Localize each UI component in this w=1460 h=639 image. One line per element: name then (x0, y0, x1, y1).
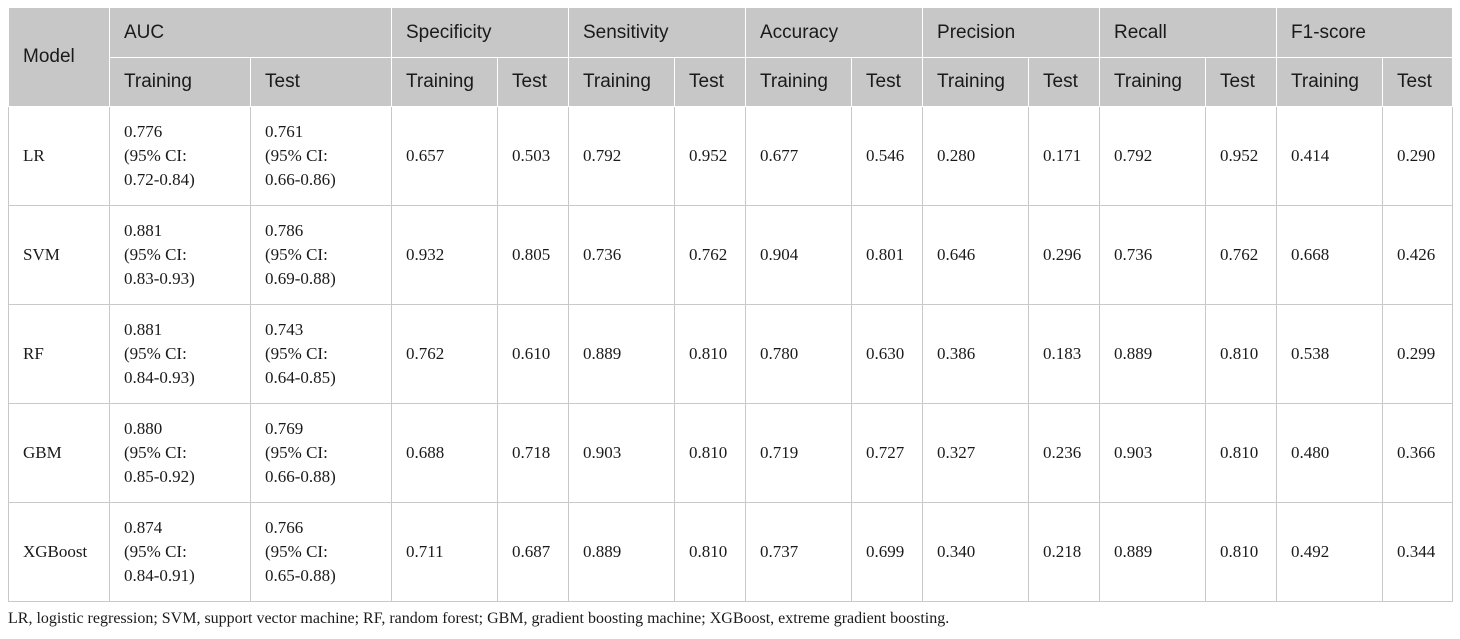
cell-value: 0.646 (923, 206, 1029, 305)
auc-line: 0.84-0.91) (124, 566, 195, 585)
column-header-model: Model (9, 8, 110, 107)
cell-value: 0.810 (675, 305, 746, 404)
subheader-f1-score-training: Training (1277, 58, 1383, 107)
cell-model: LR (9, 107, 110, 206)
cell-value: 0.810 (1206, 305, 1277, 404)
cell-value: 0.386 (923, 305, 1029, 404)
cell-value: 0.340 (923, 503, 1029, 602)
auc-line: 0.64-0.85) (265, 368, 336, 387)
cell-value: 0.503 (498, 107, 569, 206)
cell-value: 0.736 (569, 206, 675, 305)
auc-line: 0.761 (265, 122, 304, 141)
cell-value: 0.677 (746, 107, 852, 206)
cell-auc-test (251, 305, 392, 404)
subheader-recall-training: Training (1100, 58, 1206, 107)
cell-value: 0.719 (746, 404, 852, 503)
cell-value: 0.668 (1277, 206, 1383, 305)
subheader-auc-training: Training (110, 58, 251, 107)
cell-value: 0.762 (1206, 206, 1277, 305)
auc-line: 0.65-0.88) (265, 566, 336, 585)
auc-line: 0.769 (265, 419, 304, 438)
column-header-precision: Precision (923, 8, 1100, 58)
cell-value: 0.630 (852, 305, 923, 404)
column-header-auc: AUC (110, 8, 392, 58)
subheader-auc-test: Test (251, 58, 392, 107)
auc-line: 0.743 (265, 320, 304, 339)
cell-value: 0.688 (392, 404, 498, 503)
auc-line: (95% CI: (124, 542, 187, 561)
cell-value: 0.792 (1100, 107, 1206, 206)
auc-line: 0.72-0.84) (124, 170, 195, 189)
header-row-groups (9, 8, 1453, 58)
auc-line: (95% CI: (265, 344, 328, 363)
auc-line: (95% CI: (124, 146, 187, 165)
auc-line: 0.786 (265, 221, 304, 240)
subheader-sensitivity-training: Training (569, 58, 675, 107)
table-row (9, 305, 1453, 404)
cell-value: 0.290 (1383, 107, 1453, 206)
cell-value: 0.344 (1383, 503, 1453, 602)
subheader-sensitivity-test: Test (675, 58, 746, 107)
column-header-f1-score: F1-score (1277, 8, 1453, 58)
cell-value: 0.183 (1029, 305, 1100, 404)
cell-value: 0.280 (923, 107, 1029, 206)
cell-value: 0.932 (392, 206, 498, 305)
cell-value: 0.810 (675, 503, 746, 602)
auc-line: (95% CI: (124, 344, 187, 363)
column-header-recall: Recall (1100, 8, 1277, 58)
cell-value: 0.903 (569, 404, 675, 503)
column-header-sensitivity: Sensitivity (569, 8, 746, 58)
cell-value: 0.727 (852, 404, 923, 503)
cell-value: 0.218 (1029, 503, 1100, 602)
cell-model: SVM (9, 206, 110, 305)
cell-value: 0.762 (392, 305, 498, 404)
cell-value: 0.952 (675, 107, 746, 206)
auc-line: 0.69-0.88) (265, 269, 336, 288)
cell-value: 0.687 (498, 503, 569, 602)
cell-value: 0.952 (1206, 107, 1277, 206)
cell-value: 0.737 (746, 503, 852, 602)
auc-line: 0.766 (265, 518, 304, 537)
cell-value: 0.904 (746, 206, 852, 305)
cell-value: 0.780 (746, 305, 852, 404)
cell-value: 0.538 (1277, 305, 1383, 404)
cell-value: 0.171 (1029, 107, 1100, 206)
cell-value: 0.296 (1029, 206, 1100, 305)
auc-line: (95% CI: (124, 443, 187, 462)
cell-value: 0.810 (675, 404, 746, 503)
cell-auc-training (110, 404, 251, 503)
table-row (9, 404, 1453, 503)
cell-value: 0.327 (923, 404, 1029, 503)
auc-line: (95% CI: (265, 542, 328, 561)
column-header-specificity: Specificity (392, 8, 569, 58)
cell-value: 0.903 (1100, 404, 1206, 503)
cell-value: 0.810 (1206, 503, 1277, 602)
cell-value: 0.792 (569, 107, 675, 206)
subheader-specificity-training: Training (392, 58, 498, 107)
auc-line: 0.874 (124, 518, 163, 537)
cell-auc-training (110, 107, 251, 206)
table-body (9, 107, 1453, 602)
subheader-accuracy-test: Test (852, 58, 923, 107)
auc-line: (95% CI: (265, 245, 328, 264)
cell-value: 0.736 (1100, 206, 1206, 305)
cell-value: 0.492 (1277, 503, 1383, 602)
cell-value: 0.801 (852, 206, 923, 305)
subheader-precision-training: Training (923, 58, 1029, 107)
table-row (9, 503, 1453, 602)
cell-value: 0.426 (1383, 206, 1453, 305)
cell-model: GBM (9, 404, 110, 503)
cell-auc-test (251, 503, 392, 602)
cell-auc-training (110, 305, 251, 404)
cell-value: 0.657 (392, 107, 498, 206)
cell-value: 0.414 (1277, 107, 1383, 206)
cell-value: 0.366 (1383, 404, 1453, 503)
auc-line: 0.66-0.88) (265, 467, 336, 486)
cell-value: 0.889 (1100, 503, 1206, 602)
subheader-precision-test: Test (1029, 58, 1100, 107)
subheader-specificity-test: Test (498, 58, 569, 107)
auc-line: (95% CI: (124, 245, 187, 264)
results-table (8, 7, 1453, 602)
table-row (9, 107, 1453, 206)
header-row-subgroups (9, 58, 1453, 107)
cell-value: 0.480 (1277, 404, 1383, 503)
cell-auc-test (251, 107, 392, 206)
auc-line: 0.83-0.93) (124, 269, 195, 288)
cell-value: 0.889 (569, 305, 675, 404)
cell-value: 0.889 (1100, 305, 1206, 404)
cell-value: 0.236 (1029, 404, 1100, 503)
table-row (9, 206, 1453, 305)
auc-line: (95% CI: (265, 146, 328, 165)
cell-value: 0.805 (498, 206, 569, 305)
cell-value: 0.810 (1206, 404, 1277, 503)
subheader-accuracy-training: Training (746, 58, 852, 107)
auc-line: (95% CI: (265, 443, 328, 462)
auc-line: 0.881 (124, 221, 163, 240)
auc-line: 0.881 (124, 320, 163, 339)
cell-value: 0.546 (852, 107, 923, 206)
auc-line: 0.85-0.92) (124, 467, 195, 486)
subheader-f1-score-test: Test (1383, 58, 1453, 107)
cell-value: 0.762 (675, 206, 746, 305)
cell-value: 0.711 (392, 503, 498, 602)
cell-value: 0.610 (498, 305, 569, 404)
cell-auc-test (251, 206, 392, 305)
cell-model: RF (9, 305, 110, 404)
subheader-recall-test: Test (1206, 58, 1277, 107)
auc-line: 0.66-0.86) (265, 170, 336, 189)
cell-value: 0.718 (498, 404, 569, 503)
auc-line: 0.880 (124, 419, 163, 438)
cell-value: 0.889 (569, 503, 675, 602)
auc-line: 0.84-0.93) (124, 368, 195, 387)
cell-auc-training (110, 503, 251, 602)
cell-value: 0.299 (1383, 305, 1453, 404)
cell-auc-training (110, 206, 251, 305)
cell-value: 0.699 (852, 503, 923, 602)
cell-auc-test (251, 404, 392, 503)
cell-model: XGBoost (9, 503, 110, 602)
table-footnote: LR, logistic regression; SVM, support vector machine; RF, random forest; GBM, gradient boosting machine; XGBoost, extreme gradient boosting. (8, 610, 950, 627)
auc-line: 0.776 (124, 122, 163, 141)
column-header-accuracy: Accuracy (746, 8, 923, 58)
